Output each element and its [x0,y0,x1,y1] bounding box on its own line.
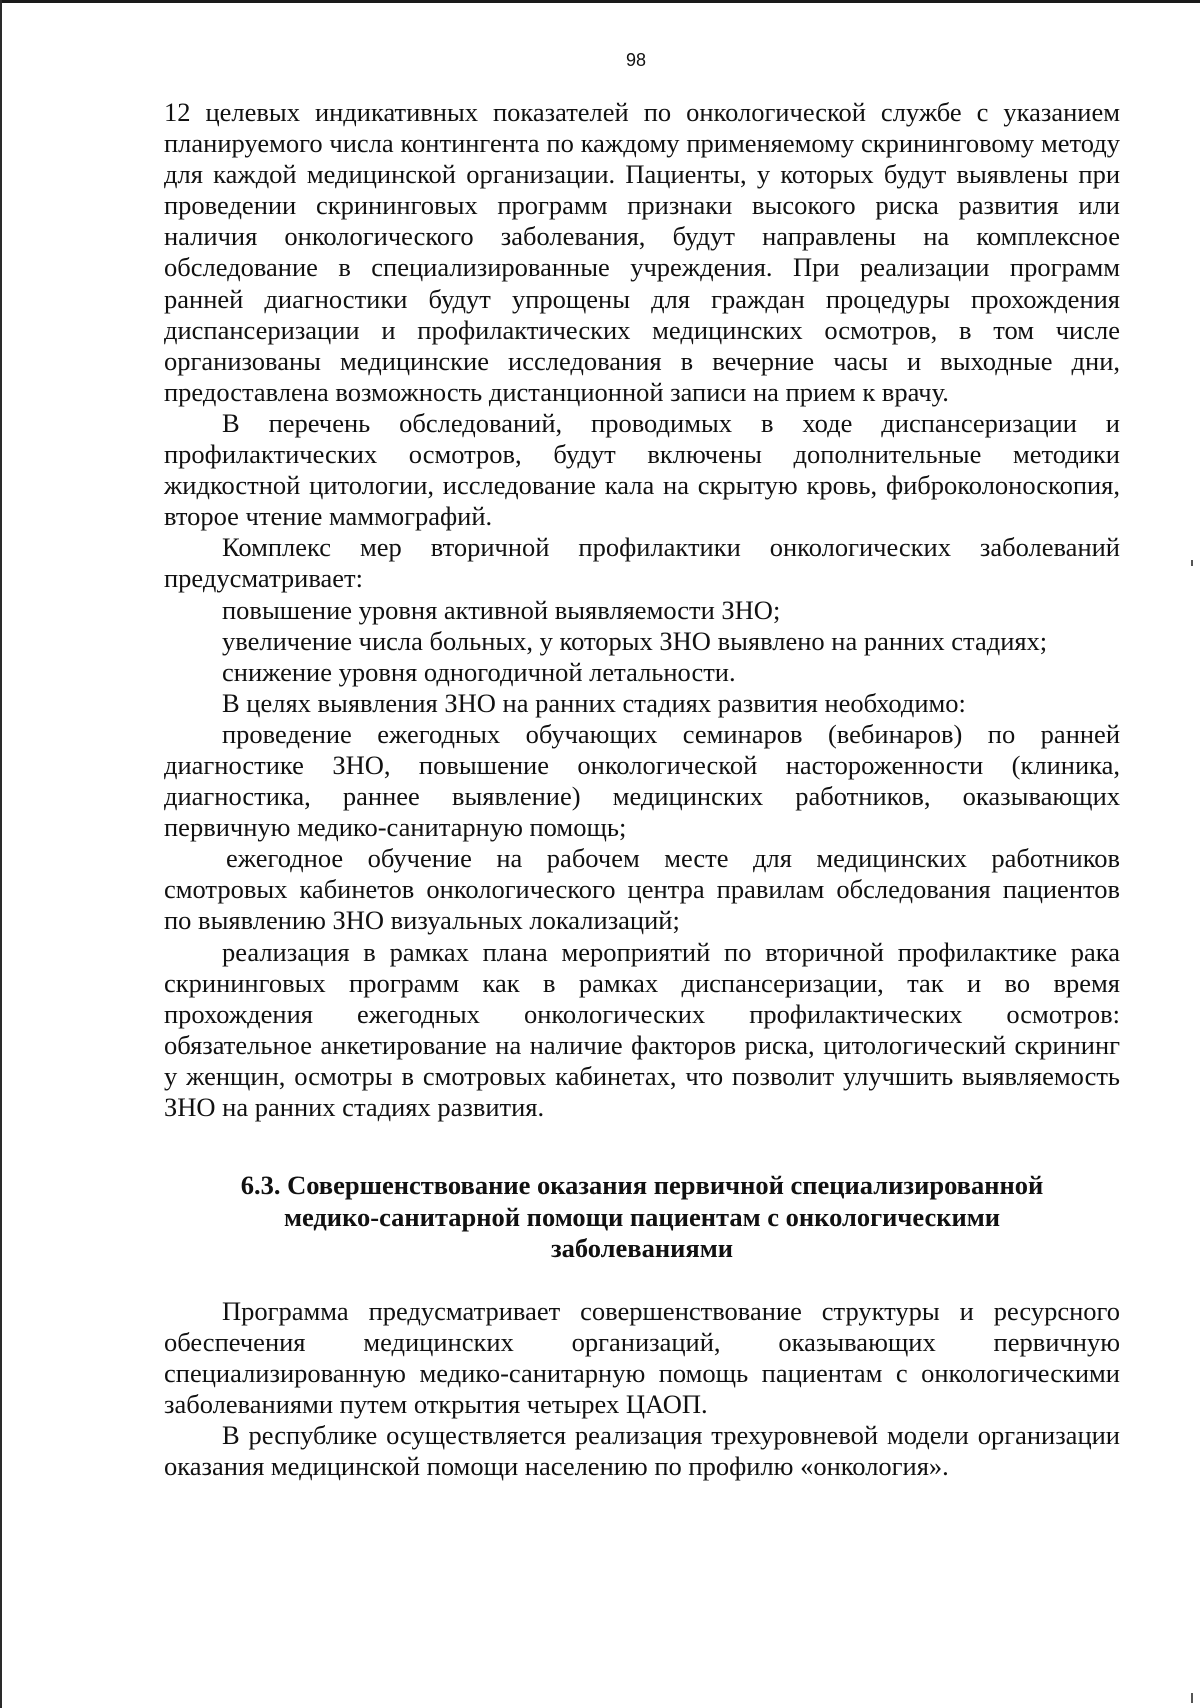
list-item: повышение уровня активной выявляемости ЗНО; [222,594,781,625]
paragraph: В целях выявления ЗНО на ранних стадиях развития необходимо: [222,687,966,718]
page-number: 98 [625,50,647,70]
paragraph: В республике осуществляется реализация трехуровневой модели организации оказания медицинской помощи населению по профилю «онкология». [164,1419,1120,1482]
list-item: реализация в рамках плана мероприятий по вторичной профилактике рака скрининговых программ как в рамках диспансеризации, так и во время прохождения ежегодных онкологических профилактических осмотров: обязательное анкетирование на наличие факторов риска, цитологический скрининг у женщин, осмотры в смотровых кабинетах, что позволит улучшить выявляемость ЗНО на ранних стадиях развития. [164,936,1120,1122]
paragraph: Программа предусматривает совершенствование структуры и ресурсного обеспечения медицинских организаций, оказывающих первичную специализированную медико-санитарную помощь пациентам с онкологическими заболеваниями путем открытия четырех ЦАОП. [164,1295,1120,1419]
paragraph: В перечень обследований, проводимых в ходе диспансеризации и профилактических осмотров, будут включены дополнительные методики жидкостной цитологии, исследование кала на скрытую кровь, фиброколоноскопия, второе чтение маммографий. [164,407,1120,532]
list-item: увеличение числа больных, у которых ЗНО выявлено на ранних стадиях; [222,625,1048,656]
list-item: снижение уровня одногодичной летальности. [222,656,736,687]
document-body [164,97,1120,1482]
list-item: проведение ежегодных обучающих семинаров (вебинаров) по ранней диагностике ЗНО, повышение онкологической настороженности (клиника, диагностика, раннее выявление) медицинских работников, оказывающих первичную медико-санитарную помощь; [164,718,1120,843]
scan-mark [1191,1693,1193,1703]
scan-border-left [0,0,2,1708]
paragraph: 12 целевых индикативных показателей по онкологической службе с указанием планируемого числа контингента по каждому применяемому скрининговому методу для каждой медицинской организации. Пациенты, у которых будут выявлены при проведении скрининговых программ признаки высокого риска развития или наличия онкологического заболевания, будут направлены на комплексное обследование в специализированные учреждения. При реализации программ ранней диагностики будут упрощены для граждан процедуры прохождения диспансеризации и профилактических медицинских осмотров, в том числе организованы медицинские исследования в вечерние часы и выходные дни, предоставлена возможность дистанционной записи на прием к врачу. [164,97,1120,407]
paragraph: Комплекс мер вторичной профилактики онкологических заболеваний предусматривает: [164,532,1120,594]
scan-border-top [0,0,1200,3]
scan-mark [1191,560,1193,566]
section-heading: 6.3. Совершенствование оказания первичной специализированной медико-санитарной помощи пациентам с онкологическими заболеваниями [240,1170,1044,1264]
list-item: ежегодное обучение на рабочем месте для медицинских работников смотровых кабинетов онкологического центра правилам обследования пациентов по выявлению ЗНО визуальных локализаций; [164,843,1120,936]
